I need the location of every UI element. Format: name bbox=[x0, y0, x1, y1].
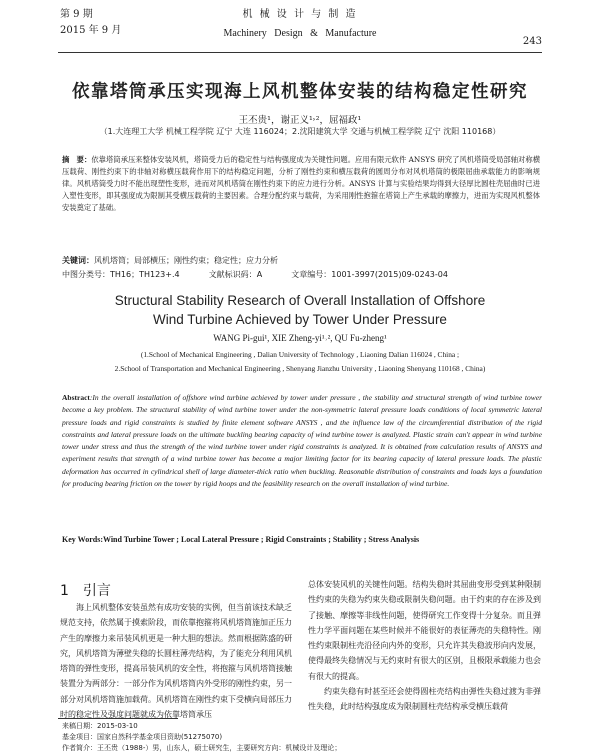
journal-name-en: Machinery Design & Manufacture bbox=[223, 28, 377, 39]
doc-code-label: 文献标识码： bbox=[208, 270, 257, 279]
keywords-cn-text: 风机塔筒；局部横压；刚性约束；稳定性；应力分析 bbox=[94, 256, 278, 265]
footnote-author: 作者简介：王丕贵（1988-）男，山东人，硕士研究生，主要研究方向：机械设计及理论； bbox=[62, 744, 342, 752]
affiliation-cn: （1.大连理工大学 机械工程学院 辽宁 大连 116024；2.沈阳建筑大学 交通与机械工程学院 辽宁 沈阳 110168） bbox=[99, 127, 501, 136]
section-heading: 1 引言 bbox=[60, 583, 111, 599]
journal-name bbox=[0, 8, 600, 40]
classification-cn bbox=[62, 269, 448, 281]
abstract-cn-label: 摘 要： bbox=[62, 155, 92, 164]
affiliation-en-line-2: 2.School of Transportation and Mechanical Engineering , Shenyang Jianzhu University , Liaoning Shenyang 110168 , China) bbox=[114, 364, 486, 373]
body-paragraph: 总体安装风机的关键性问题。结构失稳时其屈曲变形受到某种限制性约束的失稳为约束失稳或限制失稳问题。由于约束的存在涉及到了接触、摩擦等非线性问题，使得研究工作变得十分复杂。而且弹性力学平面问题在某些时候并不能很好的表征薄壳的失稳特性。刚性约束限制柱壳沿径向内外的变形，只允许其失稳波形向内发展，使得最终失稳情况与无约束时有很大的区别，且极限承载能力也会有很大的提高。 bbox=[308, 580, 541, 681]
keywords-cn bbox=[62, 255, 278, 267]
clc-value: TH16；TH123+.4 bbox=[110, 270, 180, 279]
authors-en: WANG Pi-gui¹, XIE Zheng-yi¹˒², QU Fu-zheng¹ bbox=[213, 333, 387, 343]
abstract-cn bbox=[62, 154, 540, 214]
affiliation-en-line-1: (1.School of Mechanical Engineering , Dalian University of Technology , Liaoning Dalian 116024 , China ; bbox=[140, 350, 460, 359]
doc-code-value: A bbox=[256, 270, 263, 279]
clc-label: 中图分类号： bbox=[62, 270, 110, 279]
issue-number: 第 9 期 bbox=[60, 9, 93, 20]
paper-title-cn: 依靠塔筒承压实现海上风机整体安装的结构稳定性研究 bbox=[72, 82, 528, 102]
keywords-en-label: Key Words bbox=[62, 535, 101, 544]
abstract-en-label: Abstract bbox=[62, 393, 90, 402]
keywords-en bbox=[62, 535, 419, 544]
body-paragraph: 约束失稳有时甚至还会使得圆柱壳结构由弹性失稳过渡为非弹性失稳，此时结构强度成为限制圆柱壳结构承受横压载荷 bbox=[308, 687, 541, 712]
header-rule bbox=[58, 52, 542, 53]
footnote-funding: 基金项目：国家自然科学基金项目资助(51275070) bbox=[62, 733, 223, 741]
footnote-received: 来稿日期：2015-03-10 bbox=[62, 722, 138, 730]
abstract-en bbox=[62, 392, 542, 490]
paper-title-en-text: Structural Stability Research of Overall Installation of Offshore Wind Turbine Achieved by Tower Under Pressure bbox=[114, 293, 486, 327]
body-paragraph: 海上风机整体安装虽然有成功安装的实例，但当前该技术缺乏规范支持，依然属于摸索阶段，而依靠抱箍将风机塔筒施加正压力产生的摩擦力来吊装风机更是一种大胆的想法。然而根据陈盛的研究，风机塔筒为薄壁失稳的长圆柱薄壳结构，为了能充分利用风机塔筒的弹性变形，提高吊装风机的安全性，将抱箍与风机塔筒接触装置分为两部分：一部分作为风机塔筒内外受形的刚性约束，另一部分对风机塔筒施加载荷。风机塔筒在刚性约束下受横向局部压力时的稳定性及强度问题就成为依靠塔筒承压 bbox=[60, 603, 292, 720]
footnote-rule bbox=[58, 718, 178, 719]
abstract-cn-text: 依靠塔筒承压来整体安装风机，塔筒受力后的稳定性与结构强度成为关键性问题。应用有限元软件 ANSYS 研究了风机塔筒受局部轴对称横压载荷、刚性约束下的非轴对称横压载荷作用下的结构稳定问题，分析了刚性约束和横压载荷的圆周分布对风机塔筒的极限屈曲承载能力的影响规律。风机塔筒受力时不能出现塑性变形，进而对风机塔筒在刚性约束下的应力进行分析。ANSYS 计算与实验结果均得到大径厚比圆柱壳屈曲时已进入塑性变形，即其强度成为限制其受横压载荷的主要因素。合理分配约束与载荷，为采用刚性抱箍在塔筒上产生承载的摩擦力，进而为实现风机整体安装奠定了基础。 bbox=[62, 155, 541, 213]
keywords-en-text: :Wind Turbine Tower ; Local Lateral Pressure ; Rigid Constraints ; Stability ; Stress Analysis bbox=[100, 535, 420, 544]
authors-cn: 王丕贵¹，谢正义¹˒²，屈福政¹ bbox=[238, 115, 362, 126]
body-right-column bbox=[308, 577, 541, 715]
page-number: 243 bbox=[522, 36, 542, 47]
keywords-cn-label: 关键词： bbox=[62, 256, 94, 265]
abstract-en-text: :In the overall installation of offshore wind turbine achieved by tower under pressure , the stability and structural strength of wind turbine tower become a key problem. The structural stability of wind turbine tower under the non-symmetric lateral pressure loads conditions of local symmetric lateral pressure loads and rigid constraints is studied by finite element software ANSYS , and the influence law of the circumferential distribution of the rigid constraints and lateral pressure loads on the ultimate buckling bearing capacity of wind turbine tower is analyzed. Plastic strain can't appear in wind turbine tower under stress and thus the strength of the wind turbine tower under rigid constraints is analyzed. It is obtained from calculation results of ANSYS and experiment results that strength of a wind turbine tower has become a major limiting factor for its bearing capacity of lateral pressure loads. The plastic deformation has occurred in cylindrical shell of large diameter-thick ratio when buckling. Reasonable distribution of constraints and loads lays a foundation for producing bearing friction on the tower by rigid hoops and the feasibility research on the overall installation of wind turbine. bbox=[62, 393, 542, 489]
article-no-value: 1001-3997(2015)09-0243-04 bbox=[331, 270, 448, 279]
issue-date: 2015 年 9 月 bbox=[60, 25, 122, 36]
journal-name-cn: 机 械 设 计 与 制 造 bbox=[242, 9, 358, 20]
body-left-column bbox=[60, 600, 292, 722]
article-no-label: 文章编号： bbox=[291, 270, 332, 279]
paper-title-en bbox=[0, 291, 600, 329]
